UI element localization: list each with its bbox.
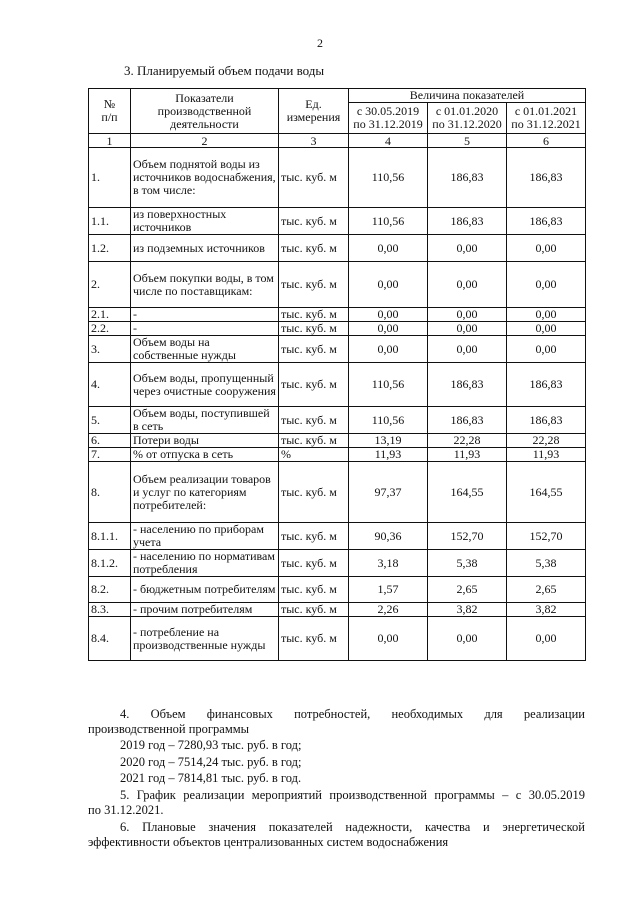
row-value-2020: 186,83 — [428, 148, 507, 208]
row-number: 8.3. — [89, 603, 131, 617]
row-number: 8.1.1. — [89, 523, 131, 550]
row-indicator: Объем воды на собственные нужды — [131, 336, 279, 363]
table-row — [89, 617, 586, 661]
row-value-2019: 0,00 — [349, 336, 428, 363]
table-row — [89, 148, 586, 208]
row-value-2019: 0,00 — [349, 262, 428, 308]
row-number: 8.1.2. — [89, 550, 131, 577]
index-cell: 3 — [279, 134, 349, 148]
table-row — [89, 363, 586, 407]
row-unit: тыс. куб. м — [279, 208, 349, 235]
header-period-3: с 01.01.2021 по 31.12.2021 — [507, 103, 586, 134]
row-indicator: - прочим потребителям — [131, 603, 279, 617]
row-value-2019: 1,57 — [349, 577, 428, 603]
row-value-2021: 5,38 — [507, 550, 586, 577]
row-unit: тыс. куб. м — [279, 308, 349, 322]
row-number: 4. — [89, 363, 131, 407]
row-unit: тыс. куб. м — [279, 434, 349, 448]
row-value-2020: 5,38 — [428, 550, 507, 577]
row-number: 2. — [89, 262, 131, 308]
row-value-2020: 152,70 — [428, 523, 507, 550]
row-indicator: - — [131, 308, 279, 322]
financing-2019: 2019 год – 7280,93 тыс. руб. в год; — [120, 738, 302, 752]
section-5-line-2: по 31.12.2021. — [88, 803, 164, 817]
row-value-2020: 11,93 — [428, 448, 507, 462]
table-row — [89, 550, 586, 577]
section-title: 3. Планируемый объем подачи воды — [124, 63, 325, 78]
row-value-2020: 186,83 — [428, 407, 507, 434]
row-value-2021: 186,83 — [507, 363, 586, 407]
row-unit: тыс. куб. м — [279, 322, 349, 336]
row-unit: тыс. куб. м — [279, 262, 349, 308]
section-6-line-2: эффективности объектов централизованных систем водоснабжения — [88, 835, 449, 849]
table-row — [89, 336, 586, 363]
row-unit: тыс. куб. м — [279, 617, 349, 661]
header-num: № п/п — [89, 89, 131, 134]
row-unit: тыс. куб. м — [279, 235, 349, 262]
table-row — [89, 523, 586, 550]
row-indicator: - населению по приборам учета — [131, 523, 279, 550]
row-number: 1.2. — [89, 235, 131, 262]
row-number: 8.2. — [89, 577, 131, 603]
financing-2021: 2021 год – 7814,81 тыс. руб. в год. — [120, 771, 302, 785]
row-value-2021: 2,65 — [507, 577, 586, 603]
row-number: 8.4. — [89, 617, 131, 661]
row-value-2021: 152,70 — [507, 523, 586, 550]
table-row — [89, 603, 586, 617]
row-number: 3. — [89, 336, 131, 363]
row-value-2019: 0,00 — [349, 322, 428, 336]
index-cell: 1 — [89, 134, 131, 148]
row-value-2020: 164,55 — [428, 462, 507, 523]
table-row — [89, 434, 586, 448]
row-value-2020: 186,83 — [428, 208, 507, 235]
row-unit: тыс. куб. м — [279, 336, 349, 363]
row-value-2019: 0,00 — [349, 308, 428, 322]
section-4-line-2: производственной программы — [88, 722, 250, 736]
row-value-2021: 0,00 — [507, 235, 586, 262]
water-supply-table — [88, 88, 586, 661]
row-number: 1.1. — [89, 208, 131, 235]
column-index-row — [89, 134, 586, 148]
row-value-2021: 0,00 — [507, 262, 586, 308]
row-value-2020: 3,82 — [428, 603, 507, 617]
row-value-2019: 97,37 — [349, 462, 428, 523]
row-value-2020: 0,00 — [428, 336, 507, 363]
row-value-2020: 0,00 — [428, 262, 507, 308]
row-value-2019: 0,00 — [349, 617, 428, 661]
index-cell: 4 — [349, 134, 428, 148]
header-group: Величина показателей — [349, 89, 586, 103]
row-unit: тыс. куб. м — [279, 462, 349, 523]
row-value-2021: 186,83 — [507, 148, 586, 208]
row-unit: тыс. куб. м — [279, 407, 349, 434]
row-value-2020: 0,00 — [428, 617, 507, 661]
row-number: 5. — [89, 407, 131, 434]
row-number: 1. — [89, 148, 131, 208]
row-number: 6. — [89, 434, 131, 448]
row-unit: тыс. куб. м — [279, 577, 349, 603]
section-4-line-1: 4. Объем финансовых потребностей, необходимых для реализации — [120, 707, 585, 721]
row-indicator: из поверхностных источников — [131, 208, 279, 235]
row-indicator: Объем воды, поступившей в сеть — [131, 407, 279, 434]
row-value-2021: 0,00 — [507, 336, 586, 363]
header-name: Показатели производственной деятельности — [131, 89, 279, 134]
row-number: 2.2. — [89, 322, 131, 336]
page-number: 2 — [317, 36, 323, 50]
table-row — [89, 235, 586, 262]
row-value-2019: 110,56 — [349, 407, 428, 434]
row-value-2020: 0,00 — [428, 308, 507, 322]
header-period-1: с 30.05.2019 по 31.12.2019 — [349, 103, 428, 134]
row-value-2021: 186,83 — [507, 407, 586, 434]
row-value-2021: 0,00 — [507, 617, 586, 661]
row-unit: тыс. куб. м — [279, 603, 349, 617]
row-indicator: - — [131, 322, 279, 336]
header-period-2: с 01.01.2020 по 31.12.2020 — [428, 103, 507, 134]
row-indicator: Объем покупки воды, в том числе по поставщикам: — [131, 262, 279, 308]
row-indicator: % от отпуска в сеть — [131, 448, 279, 462]
section-6-line-1: 6. Плановые значения показателей надежности, качества и энергетической — [120, 820, 585, 834]
table-row — [89, 577, 586, 603]
index-cell: 2 — [131, 134, 279, 148]
row-value-2021: 0,00 — [507, 322, 586, 336]
row-value-2019: 110,56 — [349, 148, 428, 208]
row-indicator: из подземных источников — [131, 235, 279, 262]
header-unit: Ед. измерения — [279, 89, 349, 134]
row-value-2019: 0,00 — [349, 235, 428, 262]
row-value-2021: 11,93 — [507, 448, 586, 462]
row-value-2020: 2,65 — [428, 577, 507, 603]
row-value-2021: 164,55 — [507, 462, 586, 523]
row-unit: тыс. куб. м — [279, 148, 349, 208]
row-unit: тыс. куб. м — [279, 550, 349, 577]
row-value-2019: 110,56 — [349, 208, 428, 235]
section-5-line-1: 5. График реализации мероприятий производственной программы – с 30.05.2019 — [120, 788, 585, 802]
row-unit: тыс. куб. м — [279, 523, 349, 550]
row-value-2019: 11,93 — [349, 448, 428, 462]
table-row — [89, 407, 586, 434]
row-unit: тыс. куб. м — [279, 363, 349, 407]
row-number: 2.1. — [89, 308, 131, 322]
table-row — [89, 322, 586, 336]
row-indicator: Объем воды, пропущенный через очистные сооружения — [131, 363, 279, 407]
row-unit: % — [279, 448, 349, 462]
row-number: 7. — [89, 448, 131, 462]
row-number: 8. — [89, 462, 131, 523]
index-cell: 6 — [507, 134, 586, 148]
row-value-2019: 3,18 — [349, 550, 428, 577]
row-value-2019: 2,26 — [349, 603, 428, 617]
row-value-2020: 0,00 — [428, 235, 507, 262]
financing-2020: 2020 год – 7514,24 тыс. руб. в год; — [120, 755, 302, 769]
row-indicator: - населению по нормативам потребления — [131, 550, 279, 577]
index-cell: 5 — [428, 134, 507, 148]
row-value-2021: 3,82 — [507, 603, 586, 617]
table-row — [89, 462, 586, 523]
row-value-2019: 90,36 — [349, 523, 428, 550]
row-indicator: - потребление на производственные нужды — [131, 617, 279, 661]
row-value-2020: 22,28 — [428, 434, 507, 448]
table-row — [89, 208, 586, 235]
row-value-2021: 22,28 — [507, 434, 586, 448]
row-value-2019: 13,19 — [349, 434, 428, 448]
row-indicator: - бюджетным потребителям — [131, 577, 279, 603]
row-value-2021: 186,83 — [507, 208, 586, 235]
row-indicator: Объем поднятой воды из источников водоснабжения, в том числе: — [131, 148, 279, 208]
row-value-2019: 110,56 — [349, 363, 428, 407]
table-row — [89, 308, 586, 322]
row-indicator: Объем реализации товаров и услуг по категориям потребителей: — [131, 462, 279, 523]
row-value-2020: 186,83 — [428, 363, 507, 407]
row-indicator: Потери воды — [131, 434, 279, 448]
row-value-2021: 0,00 — [507, 308, 586, 322]
row-value-2020: 0,00 — [428, 322, 507, 336]
table-row — [89, 262, 586, 308]
table-row — [89, 448, 586, 462]
